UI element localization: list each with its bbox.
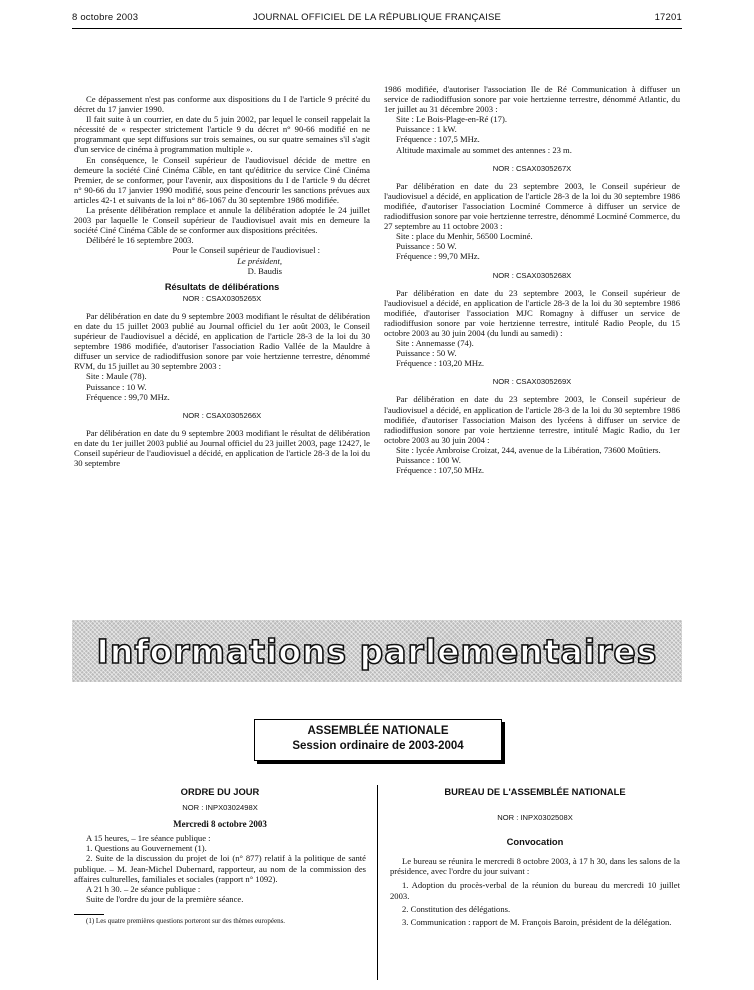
paragraph: Par délibération en date du 9 septembre 2003 modifiant le résultat de délibération en date du 15 juillet 2003 publié au Journal officiel du 1er août 2003, le Conseil supérieur de l'audiovisuel a décidé, en application de l'article 28-3 de la loi du 30 septembre 1986 modifiée, d'autoriser l'association Radio Vallée de la Mauldre à diffuser un service de radiodiffusion sonore par voie hertzienne terrestre, dénommé RVM, du 15 juillet au 30 septembre 2003 : — [74, 310, 370, 372]
detail-site: Site : Maule (78). — [86, 371, 147, 382]
ordre-du-jour-column — [74, 787, 366, 925]
signature-role: Le président, — [237, 255, 282, 266]
detail-power: Puissance : 50 W. — [396, 241, 457, 252]
detail-power: Puissance : 100 W. — [396, 455, 461, 465]
signature-line: Pour le Conseil supérieur de l'audiovisuel : — [172, 245, 320, 256]
detail-power: Puissance : 1 kW. — [396, 124, 457, 135]
right-column-top — [384, 84, 680, 475]
section-heading-results: Résultats de délibérations — [164, 281, 280, 292]
section-banner — [72, 620, 682, 682]
footnote: (1) Les quatre premières questions porteront sur des thèmes européens. — [86, 916, 286, 925]
left-column-top — [74, 94, 370, 468]
nor-reference: NOR : INPX0302498X — [182, 803, 258, 813]
column-divider — [377, 785, 378, 980]
bureau-column — [390, 787, 680, 927]
paragraph: Délibéré le 16 septembre 2003. — [86, 235, 194, 246]
header-title: JOURNAL OFFICIEL DE LA RÉPUBLIQUE FRANÇAISE — [252, 12, 502, 23]
session-time: A 21 h 30. – 2e séance publique : — [86, 883, 201, 894]
paragraph: Ce dépassement n'est pas conforme aux dispositions du I de l'article 9 précité du décret du 17 janvier 1990. — [74, 94, 370, 115]
paragraph: Par délibération en date du 23 septembre 2003, le Conseil supérieur de l'audiovisuel a décidé, en application de l'article 28-3 de la loi du 30 septembre 1986 modifiée, d'autoriser l'association Maison des lycéens à diffuser un service de radiodiffusion sonore par voie hertzienne terrestre, intitulé Magic Radio, du 1er octobre 2003 au 30 juin 2004 : — [384, 394, 680, 445]
paragraph: La présente délibération remplace et annule la délibération adoptée le 24 juillet 2003 par laquelle le Conseil supérieur de l'audiovisuel avait mis en demeure la société Ciné Cinéma Câble de se conformer aux dispositions précitées. — [74, 205, 370, 236]
agenda-item: 1. Questions au Gouvernement (1). — [86, 843, 207, 854]
nor-reference: NOR : CSAX0305265X — [182, 293, 262, 303]
detail-site: Site : lycée Ambroise Croizat, 244, avenue de la Libération, 73600 Moûtiers. — [396, 444, 661, 455]
paragraph: Par délibération en date du 23 septembre 2003, le Conseil supérieur de l'audiovisuel a décidé, en application de l'article 28-3 de la loi du 30 septembre 1986 modifiée, d'autoriser l'association Locminé Commerce à diffuser un service de radiodiffusion sonore par voie hertzienne terrestre, dénommé Locminé Commerce, du 27 septembre au 11 octobre 2003 : — [384, 180, 680, 232]
agenda-item: 2. Suite de la discussion du projet de loi (n° 877) relatif à la politique de santé publique. – M. Jean-Michel Dubernard, rapporteur, au nom de la commission des affaires culturelles, familiales et sociales (rapport n° 1092). — [74, 853, 366, 884]
detail-frequency: Fréquence : 99,70 MHz. — [86, 391, 170, 402]
paragraph: Il fait suite à un courrier, en date du 5 juin 2002, par lequel le conseil rappelait la nécessité de « respecter strictement l'article 9 du décret n° 90-66 modifié en ne programmant que sept diffusions sur trois semaines, ou sur quatre semaines s'il s'agit d'un service de cinéma à programmation multiple ». — [74, 114, 370, 155]
paragraph: Le bureau se réunira le mercredi 8 octobre 2003, à 17 h 30, dans les salons de la présidence, avec l'ordre du jour suivant : — [390, 856, 680, 877]
detail-power: Puissance : 10 W. — [86, 381, 147, 392]
signature-name: D. Baudis — [247, 265, 282, 276]
detail-altitude: Altitude maximale au sommet des antennes : 23 m. — [396, 144, 572, 155]
ordre-du-jour-title: ORDRE DU JOUR — [180, 786, 260, 797]
nor-reference: NOR : CSAX0305268X — [492, 270, 572, 280]
convocation-heading: Convocation — [506, 836, 564, 848]
agenda-item: Suite de l'ordre du jour de la première séance. — [86, 893, 244, 904]
detail-site: Site : Le Bois-Plage-en-Ré (17). — [396, 114, 507, 125]
nor-reference: NOR : INPX0302508X — [497, 813, 573, 823]
header-rule — [72, 28, 682, 29]
session-time: A 15 heures, – 1re séance publique : — [86, 833, 211, 844]
nor-reference: NOR : CSAX0305267X — [492, 163, 572, 173]
paragraph: Par délibération en date du 23 septembre 2003, le Conseil supérieur de l'audiovisuel a décidé, en application de l'article 28-3 de la loi du 30 septembre 1986 modifiée, d'autoriser l'association MJC Romagny à diffuser un service de radiodiffusion sonore par voie hertzienne terrestre, intitulé Radio People, du 15 octobre 2003 au 30 juin 2004 (du lundi au samedi) : — [384, 287, 680, 338]
detail-site: Site : place du Menhir, 56500 Locminé. — [396, 231, 533, 242]
banner-title: Informations parlementaires — [96, 631, 658, 671]
paragraph: En conséquence, le Conseil supérieur de l'audiovisuel décide de mettre en demeure la société Ciné Cinéma Câble, en tant qu'éditrice du service Ciné Cinéma Premier, de se conformer, pour l'avenir, aux dispositions du I de l'article 9 du décret n° 90-66 du 17 janvier 1990 modifié, sous peine d'encourir les sanctions prévues aux articles 42-1 et suivants de la loi n° 86-1067 du 30 septembre 1986 modifiée. — [74, 154, 370, 205]
nor-reference: NOR : CSAX0305269X — [492, 377, 572, 387]
paragraph: 1986 modifiée, d'autoriser l'association Ile de Ré Communication à diffuser un service de radiodiffusion sonore par voie hertzienne terrestre, dénommé Atlantic, du 1er juillet au 31 décembre 2003 : — [384, 84, 680, 115]
header-page-number: 17201 — [654, 12, 682, 23]
bureau-title: BUREAU DE L'ASSEMBLÉE NATIONALE — [444, 786, 626, 797]
detail-power: Puissance : 50 W. — [396, 348, 457, 359]
agenda-item: 3. Communication : rapport de M. François Baroin, président de la délégation. — [402, 916, 672, 927]
page-header — [0, 0, 754, 36]
agenda-date: Mercredi 8 octobre 2003 — [173, 819, 267, 830]
nor-reference: NOR : CSAX0305266X — [182, 410, 262, 420]
detail-frequency: Fréquence : 107,5 MHz. — [396, 134, 480, 145]
assembly-name: ASSEMBLÉE NATIONALE — [307, 725, 449, 737]
assembly-title-box — [254, 719, 502, 761]
agenda-item: 1. Adoption du procès-verbal de la réunion du bureau du mercredi 10 juillet 2003. — [390, 880, 680, 901]
detail-site: Site : Annemasse (74). — [396, 338, 474, 349]
header-date: 8 octobre 2003 — [72, 12, 139, 23]
paragraph: Par délibération en date du 9 septembre 2003 modifiant le résultat de délibération en date du 1er juillet 2003 publié au Journal officiel du 23 juillet 2003, page 12427, le Conseil supérieur de l'audiovisuel a décidé, en application de l'article 28-3 de la loi du 30 septembre — [74, 427, 370, 469]
detail-frequency: Fréquence : 107,50 MHz. — [396, 465, 485, 476]
session-title: Session ordinaire de 2003-2004 — [292, 740, 464, 752]
detail-frequency: Fréquence : 103,20 MHz. — [396, 358, 485, 369]
detail-frequency: Fréquence : 99,70 MHz. — [396, 251, 480, 262]
agenda-item: 2. Constitution des délégations. — [402, 903, 511, 914]
footnote-rule — [74, 914, 104, 915]
